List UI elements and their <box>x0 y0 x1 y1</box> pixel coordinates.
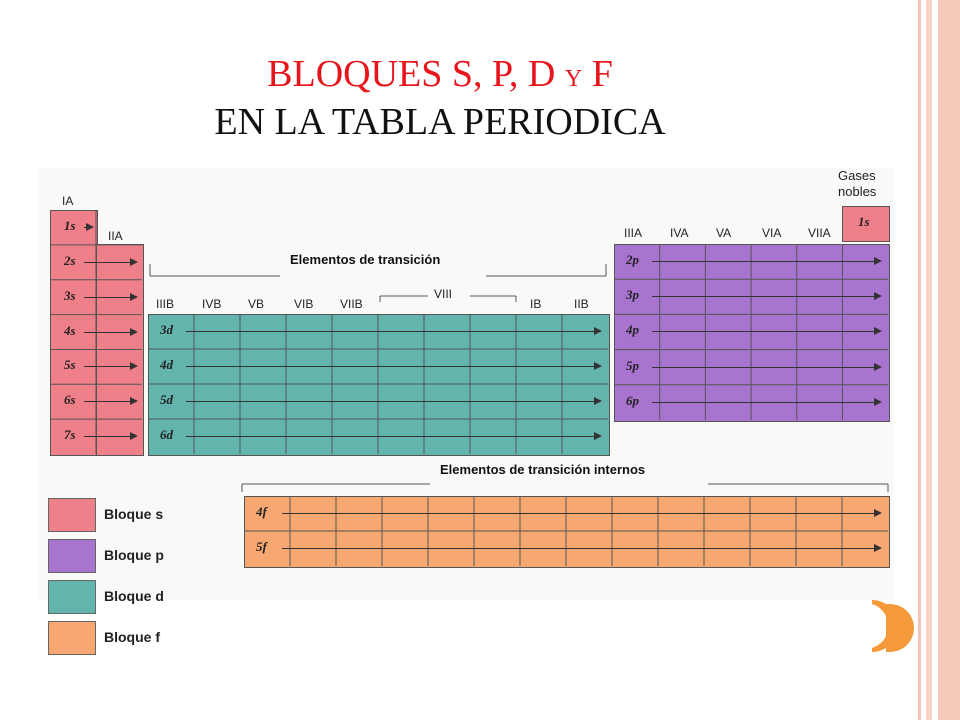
slide-subtitle: EN LA TABLA PERIODICA <box>214 101 666 143</box>
d-group-label: IB <box>530 297 542 311</box>
d-row-label: 4d <box>160 357 173 372</box>
p-row-label: 4p <box>626 322 639 338</box>
group-iia-label: IIA <box>108 229 123 243</box>
s-row-label: 5s <box>64 357 76 373</box>
f-row-label: 4f <box>256 504 267 519</box>
inner-transition-label: Elementos de transición internos <box>436 462 649 477</box>
p-group-label: VIA <box>762 226 782 240</box>
noble-1s-label: 1s <box>858 214 870 229</box>
legend-label-p: Bloque p <box>104 547 164 563</box>
d-group-label: IVB <box>202 297 222 311</box>
s-row-label: 7s <box>64 427 76 443</box>
s-row-label: 3s <box>64 287 76 303</box>
d-group-label: IIIB <box>156 297 175 311</box>
p-group-label: VA <box>716 226 732 240</box>
p-row-label: 3p <box>626 287 639 303</box>
legend-label-f: Bloque f <box>104 629 160 645</box>
d-group-label: VIB <box>294 297 314 311</box>
p-row-label: 6p <box>626 392 639 408</box>
d-row-label: 5d <box>160 392 173 407</box>
slide-title: BLOQUES S, P, D Y F <box>267 53 613 95</box>
d-group-label: IIB <box>574 297 589 311</box>
s-row-label: 4s <box>64 322 76 338</box>
p-group-label: IIIA <box>624 226 643 240</box>
legend-label-d: Bloque d <box>104 588 164 604</box>
noble-gases-label: Gases nobles <box>838 168 877 199</box>
transition-elements-label: Elementos de transición <box>286 252 444 267</box>
d-group-label: VIIB <box>340 297 363 311</box>
p-row-label: 2p <box>626 252 639 267</box>
p-row-label: 5p <box>626 357 639 373</box>
d-group-label: VB <box>248 297 265 311</box>
group-ia-label: IA <box>62 194 74 208</box>
s-row-label: 1s <box>64 218 76 233</box>
p-group-label: IVA <box>670 226 689 240</box>
f-row-label: 5f <box>256 539 267 554</box>
legend-label-s: Bloque s <box>104 506 164 522</box>
d-row-label: 3d <box>160 322 173 337</box>
s-row-label: 2s <box>64 252 76 268</box>
s-row-label: 6s <box>64 392 76 408</box>
d-row-label: 6d <box>160 427 173 442</box>
group-viii-label: VIII <box>434 287 453 301</box>
p-group-label: VIIA <box>808 226 831 240</box>
